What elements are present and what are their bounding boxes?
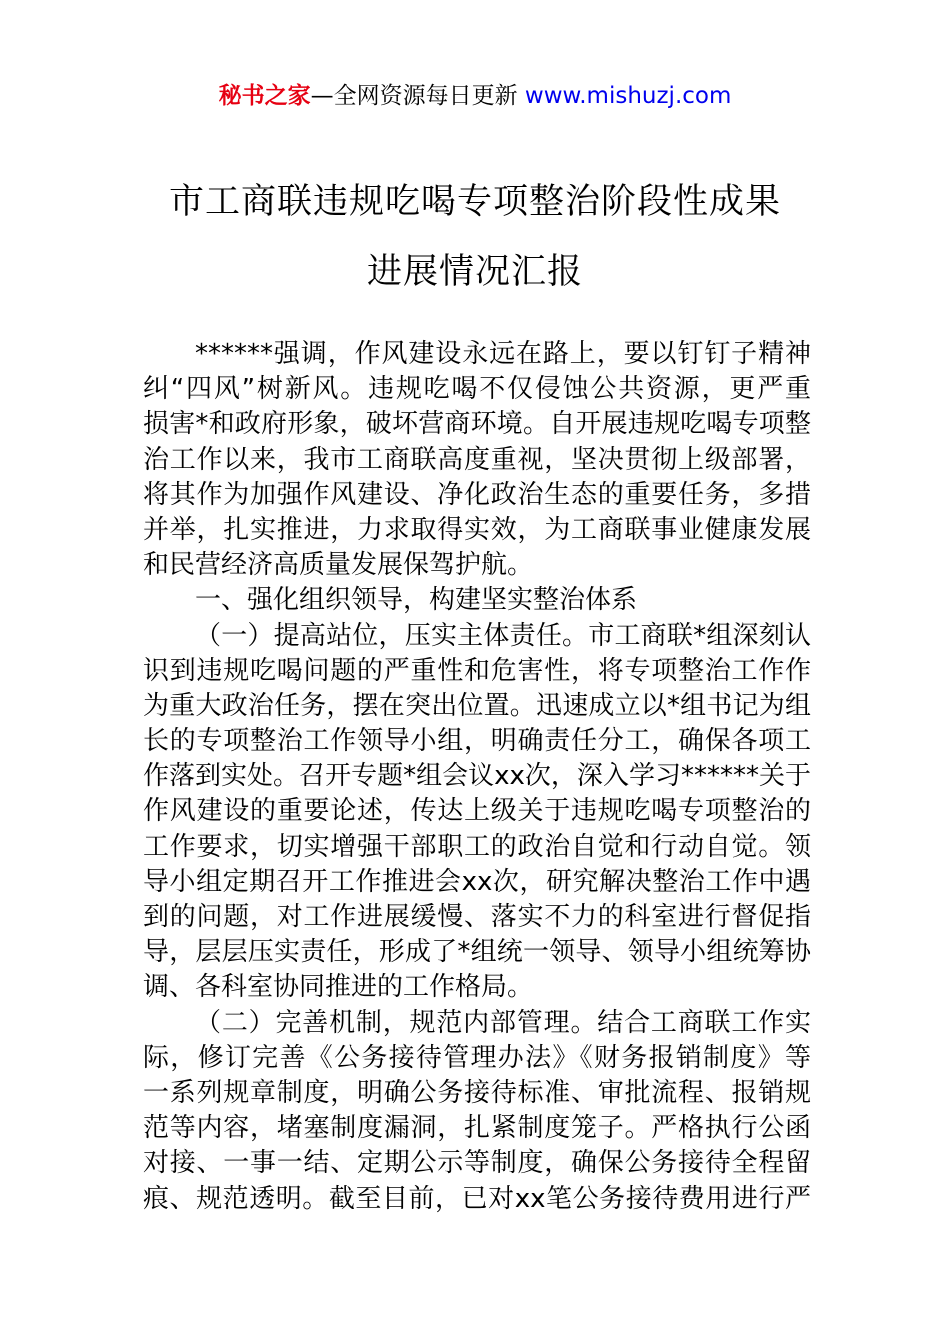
body-line: 和民营经济高质量发展保驾护航。 bbox=[143, 550, 534, 581]
body-line: 导，层层压实责任，形成了*组统一领导、领导小组统筹协 bbox=[143, 937, 811, 968]
body-line: 工作要求，切实增强干部职工的政治自觉和行动自觉。领 bbox=[143, 831, 811, 862]
body-line: 痕、规范透明。截至目前，已对xx笔公务接待费用进行严 bbox=[143, 1183, 811, 1214]
site-url-link[interactable]: www.mishuzj.com bbox=[524, 83, 732, 109]
body-line: （一）提高站位，压实主体责任。市工商联*组深刻认 bbox=[195, 620, 811, 651]
site-tagline: —全网资源每日更新 bbox=[310, 83, 525, 109]
document-title-line-2: 进展情况汇报 bbox=[366, 252, 583, 292]
body-line: 对接、一事一结、定期公示等制度，确保公务接待全程留 bbox=[143, 1148, 811, 1179]
body-line: 作落到实处。召开专题*组会议xx次，深入学习******关于 bbox=[143, 761, 811, 792]
site-brand: 秘书之家 bbox=[218, 83, 311, 109]
body-line: 纠“四风”树新风。违规吃喝不仅侵蚀公共资源，更严重 bbox=[143, 374, 811, 405]
body-line: 损害*和政府形象，破坏营商环境。自开展违规吃喝专项整 bbox=[143, 409, 811, 440]
body-line: 将其作为加强作风建设、净化政治生态的重要任务，多措 bbox=[143, 479, 811, 510]
body-line: 识到违规吃喝问题的严重性和危害性，将专项整治工作作 bbox=[143, 655, 811, 686]
site-header bbox=[0, 80, 950, 112]
body-line: 治工作以来，我市工商联高度重视，坚决贯彻上级部署， bbox=[143, 444, 811, 475]
body-line: 际，修订完善《公务接待管理办法》《财务报销制度》等 bbox=[143, 1042, 811, 1073]
body-line: 并举，扎实推进，力求取得实效，为工商联事业健康发展 bbox=[143, 514, 811, 545]
body-line: （二）完善机制，规范内部管理。结合工商联工作实 bbox=[195, 1007, 811, 1038]
body-line: 调、各科室协同推进的工作格局。 bbox=[143, 972, 534, 1003]
body-line: 导小组定期召开工作推进会xx次，研究解决整治工作中遇 bbox=[143, 866, 811, 897]
body-line: 长的专项整治工作领导小组，明确责任分工，确保各项工 bbox=[143, 726, 811, 757]
body-line: 范等内容，堵塞制度漏洞，扎紧制度笼子。严格执行公函 bbox=[143, 1113, 811, 1144]
document-body bbox=[143, 337, 811, 1217]
body-line: ******强调，作风建设永远在路上，要以钉钉子精神 bbox=[195, 339, 811, 369]
document-title-line-1: 市工商联违规吃喝专项整治阶段性成果 bbox=[168, 182, 781, 222]
body-line: 到的问题，对工作进展缓慢、落实不力的科室进行督促指 bbox=[143, 902, 811, 932]
body-line: 作风建设的重要论述，传达上级关于违规吃喝专项整治的 bbox=[143, 796, 811, 827]
body-line: 为重大政治任务，摆在突出位置。迅速成立以*组书记为组 bbox=[143, 690, 811, 721]
section-heading: 一、强化组织领导，构建坚实整治体系 bbox=[195, 585, 638, 616]
body-line: 一系列规章制度，明确公务接待标准、审批流程、报销规 bbox=[143, 1077, 811, 1108]
